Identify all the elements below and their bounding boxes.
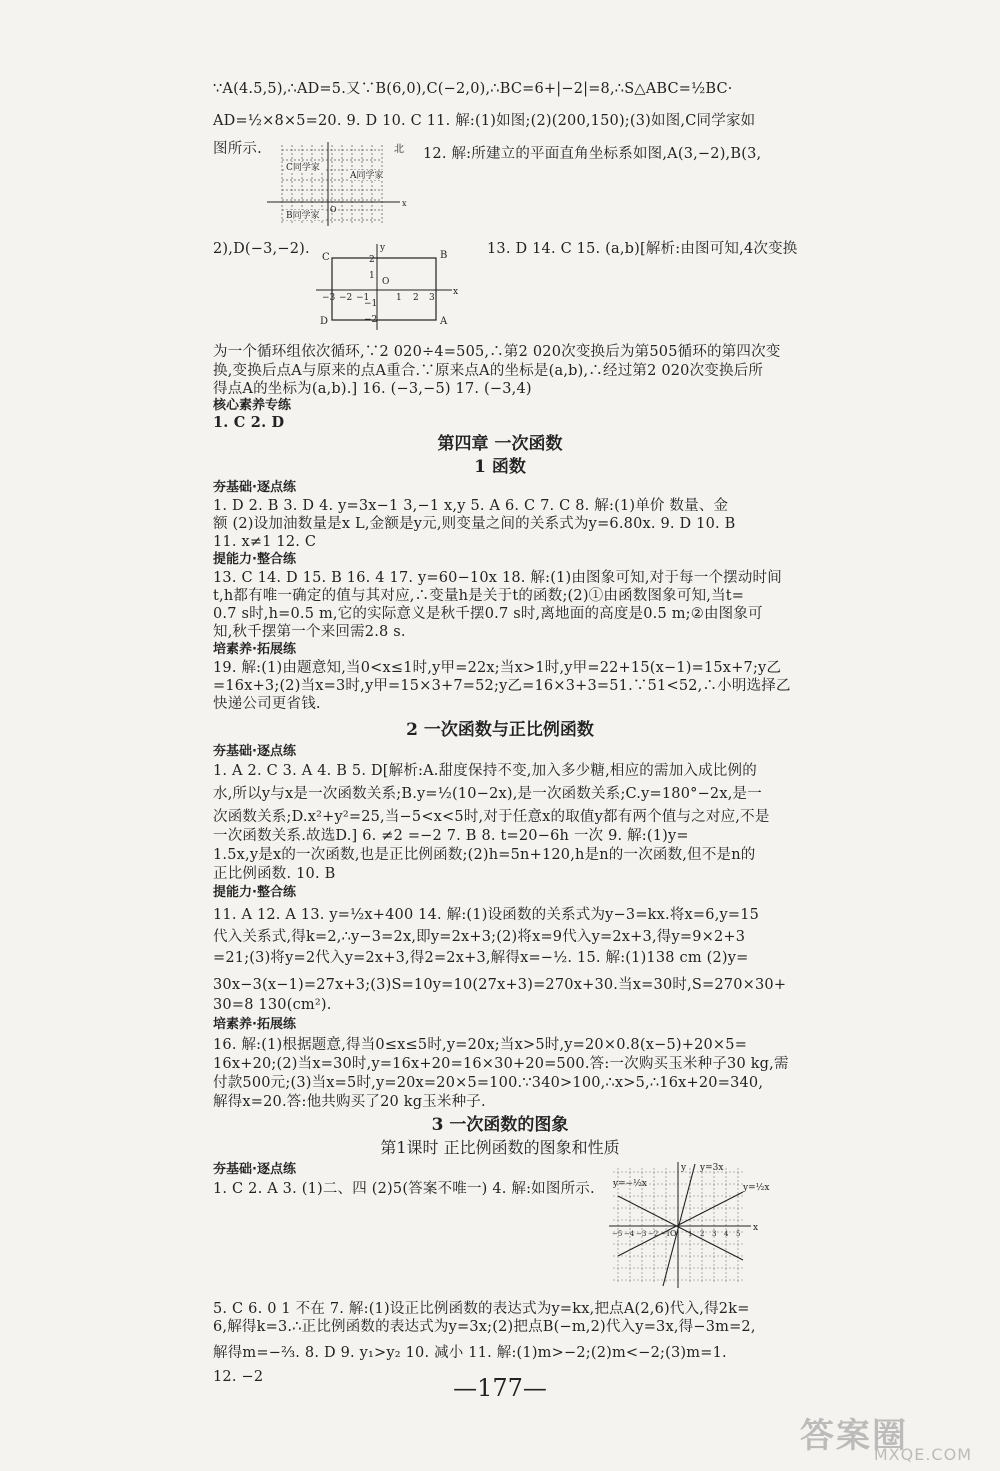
page-number-value: 177 — [477, 1374, 523, 1402]
tick-label: −2 — [364, 315, 378, 325]
tick-label: −1 — [364, 299, 378, 309]
text-line: 2),D(−3,−2). — [213, 241, 310, 257]
section-heading: 培素养·拓展练 — [213, 642, 296, 657]
text-line: 次函数关系;D.x²+y²=25,当−5<x<5时,对于任意x的取值y都有两个值与之对应,不是 — [213, 809, 770, 825]
text-line: 图所示. — [213, 141, 262, 157]
tick-label: 2 — [413, 293, 419, 303]
text-line: 11. x≠1 12. C — [213, 534, 317, 550]
text-line: 19. 解:(1)由题意知,当0<x≤1时,y甲=22x;当x>1时,y甲=22+15(x−1)=15x+7;y乙 — [213, 660, 782, 676]
tick-label: 3 — [712, 1230, 717, 1238]
a-home-label: A同学家 — [350, 171, 384, 181]
text-line: 付款500元;(3)当x=5时,y=20x=20×5=100.∵340>100,∴x>5,∴16x+20=340, — [213, 1075, 764, 1091]
text-line: 16. 解:(1)根据题意,得当0≤x≤5时,y=20x;当x>5时,y=20×0.8(x−5)+20×5= — [213, 1037, 748, 1053]
lesson-title: 1 函数 — [474, 457, 526, 477]
text-line: 正比例函数. 10. B — [213, 866, 336, 882]
section-heading: 夯基础·逐点练 — [213, 480, 296, 495]
function-graph-figure — [603, 1160, 773, 1290]
text-line: 解得m=−⅔. 8. D 9. y₁>y₂ 10. 减小 11. 解:(1)m>−2;(2)m<−2;(3)m=1. — [213, 1345, 727, 1361]
text-line: 11. A 12. A 13. y=½x+400 14. 解:(1)设函数的关系式为y−3=kx.将x=6,y=15 — [213, 907, 760, 923]
tick-label: −1 — [660, 1230, 671, 1238]
text-line: t,h都有唯一确定的值与其对应,∴变量h是关于t的函数;(2)①由函数图象可知,当t= — [213, 588, 745, 604]
section-heading: 培素养·拓展练 — [213, 1017, 296, 1032]
tick-label: 4 — [724, 1230, 729, 1238]
b-home-label: B同学家 — [286, 211, 320, 221]
text-line: 换,变换后点A与原来的点A重合.∵原来点A的坐标是(a,b),∴经过第2 020次变换后所 — [213, 363, 764, 379]
text-line: 1.5x,y是x的一次函数,也是正比例函数;(2)h=5n+120,h是n的一次函数,但不是n的 — [213, 847, 756, 863]
lesson-subtitle: 第1课时 正比例函数的图象和性质 — [380, 1138, 620, 1157]
origin-label: O — [670, 1229, 677, 1238]
text-line: 13. D 14. C 15. (a,b)[解析:由图可知,4次变换 — [487, 241, 798, 257]
tick-label: 5 — [736, 1230, 741, 1238]
text-line: 13. C 14. D 15. B 16. 4 17. y=60−10x 18. 解:(1)由图象可知,对于每一个摆动时间 — [213, 570, 782, 586]
equation-label: y=½x — [743, 1183, 770, 1193]
text-line: 水,所以y与x是一次函数关系;B.y=½(10−2x),是一次函数关系;C.y=180°−2x,是一 — [213, 786, 762, 802]
tick-label: 1 — [688, 1230, 693, 1238]
origin-label: O — [382, 277, 390, 287]
text-line: 12. −2 — [213, 1369, 264, 1385]
chapter-title: 第四章 一次函数 — [437, 434, 563, 454]
text-line: 0.7 s时,h=0.5 m,它的实际意义是秋千摆0.7 s时,离地面的高度是0.5 m;②由图象可 — [213, 606, 763, 622]
y-axis-label: y — [681, 1163, 687, 1173]
tick-label: −4 — [624, 1230, 635, 1238]
equation-label: y=−½x — [613, 1179, 647, 1189]
tick-label: −3 — [636, 1230, 647, 1238]
tick-label: 1 — [369, 271, 375, 281]
equation-label: y=3x — [700, 1163, 724, 1173]
section-heading: 提能力·整合练 — [213, 552, 296, 567]
tick-label: −2 — [648, 1230, 659, 1238]
north-label: 北 — [394, 144, 404, 155]
tick-label: −5 — [612, 1230, 623, 1238]
section-heading: 核心素养专练 — [213, 398, 292, 413]
coordinate-grid-figure — [262, 140, 412, 228]
x-axis-label: x — [402, 199, 407, 208]
text-line: =16x+3;(2)当x=3时,y甲=15×3+7=52;y乙=16×3+3=51.∵51<52,∴小明选择乙 — [213, 678, 791, 694]
text-line: 16x+20;(2)当x=30时,y=16x+20=16×30+20=500.答:一次购买玉米种子30 kg,需 — [213, 1056, 789, 1072]
text-line: ∵A(4.5,5),∴AD=5.又∵B(6,0),C(−2,0),∴BC=6+|−2|=8,∴S△ABC=½BC· — [213, 81, 733, 97]
tick-label: −1 — [356, 293, 370, 303]
point-a-label: A — [440, 316, 448, 327]
text-line: 1. D 2. B 3. D 4. y=3x−1 3,−1 x,y 5. A 6. C 7. C 8. 解:(1)单价 数量、金 — [213, 498, 729, 514]
tick-label: 2 — [700, 1230, 705, 1238]
text-line: 得点A的坐标为(a,b).] 16. (−3,−5) 17. (−3,4) — [213, 381, 532, 397]
text-line: 12. 解:所建立的平面直角坐标系如图,A(3,−2),B(3, — [423, 146, 762, 162]
text-line: 代入关系式,得k=2,∴y−3=2x,即y=2x+3;(2)将x=9代入y=2x+3,得y=9×2+3 — [213, 929, 746, 945]
text-line: 6,解得k=3.∴正比例函数的表达式为y=3x;(2)把点B(−m,2)代入y=3x,得−3m=2, — [213, 1319, 756, 1335]
section-heading: 提能力·整合练 — [213, 885, 296, 900]
text-line: 一次函数关系.故选D.] 6. ≠2 =−2 7. B 8. t=20−6h 一次 9. 解:(1)y= — [213, 828, 689, 844]
text-line: 5. C 6. 0 1 不在 7. 解:(1)设正比例函数的表达式为y=kx,把点A(2,6)代入,得2k= — [213, 1301, 750, 1317]
y-axis-label: y — [380, 243, 386, 253]
text-line: 为一个循环组依次循环,∵2 020÷4=505,∴第2 020次变换后为第505循环的第四次变 — [213, 344, 781, 360]
text-line: 30x−3(x−1)=27x+3;(3)S=10y=10(27x+3)=270x+30.当x=30时,S=270×30+ — [213, 977, 787, 993]
tick-label: 1 — [396, 293, 402, 303]
page-number: —177— — [453, 1374, 547, 1402]
text-line: 30=8 130(cm²). — [213, 997, 332, 1013]
point-b-label: B — [440, 250, 448, 261]
origin-label: O — [330, 205, 337, 214]
text-line: 1. C 2. D — [213, 414, 285, 431]
tick-label: −2 — [339, 293, 353, 303]
tick-label: −3 — [322, 293, 336, 303]
rectangle-figure — [312, 240, 460, 332]
x-axis-label: x — [453, 287, 459, 297]
watermark-text: 答案圈 — [800, 1416, 908, 1456]
tick-label: 2 — [369, 255, 375, 265]
point-c-label: C — [322, 252, 330, 263]
watermark-url: MXQE.COM — [873, 1445, 972, 1464]
lesson-title: 2 一次函数与正比例函数 — [406, 720, 594, 740]
text-line: 额 (2)设加油数量是x L,金额是y元,则变量之间的关系式为y=6.80x. 9. D 10. B — [213, 516, 736, 532]
text-line: AD=½×8×5=20. 9. D 10. C 11. 解:(1)如图;(2)(200,150);(3)如图,C同学家如 — [213, 113, 756, 129]
text-line: 1. C 2. A 3. (1)二、四 (2)5(答案不唯一) 4. 解:如图所示. — [213, 1181, 595, 1197]
text-line: 知,秋千摆第一个来回需2.8 s. — [213, 624, 406, 640]
tick-label: 3 — [429, 293, 435, 303]
x-axis-label: x — [753, 1223, 759, 1233]
text-line: 解得x=20.答:他共购买了20 kg玉米种子. — [213, 1094, 486, 1110]
section-heading: 夯基础·逐点练 — [213, 1162, 296, 1177]
watermark-logo — [800, 1408, 980, 1466]
text-line: =21;(3)将y=2代入y=2x+3,得2=2x+3,解得x=−½. 15. 解:(1)138 cm (2)y= — [213, 950, 749, 966]
lesson-title: 3 一次函数的图象 — [431, 1115, 569, 1135]
section-heading: 夯基础·逐点练 — [213, 744, 296, 759]
text-line: 1. A 2. C 3. A 4. B 5. D[解析:A.甜度保持不变,加入多少糖,相应的需加入成比例的 — [213, 763, 757, 779]
point-d-label: D — [320, 316, 329, 327]
c-home-label: C同学家 — [286, 163, 320, 173]
text-line: 快递公司更省钱. — [213, 696, 321, 712]
